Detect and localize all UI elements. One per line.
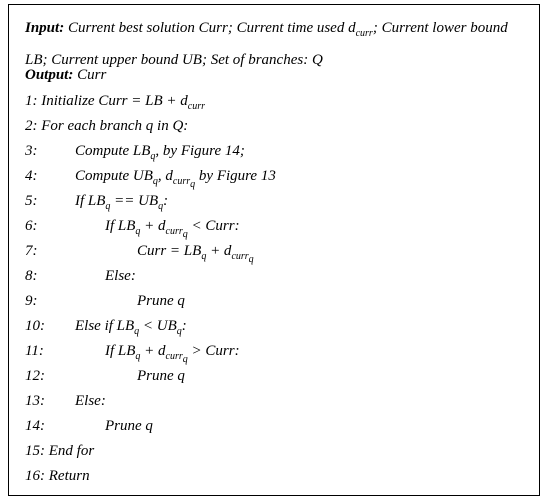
algorithm-line: 5: [25,193,38,209]
algorithm-line: 6: [25,218,38,234]
algorithm-line: 15: End for [25,443,95,459]
algorithm-line-body: Prune q [105,418,153,434]
algorithm-line: 10: [25,318,45,334]
algorithm-line: 7: [25,243,38,259]
algorithm-line: 16: Return [25,468,90,484]
algorithm-line-body: Prune q [137,293,185,309]
algorithm-line: 11: [25,343,44,359]
output-value: Curr [77,67,107,83]
algorithm-line-body: Prune q [137,368,185,384]
algorithm-line: 9: [25,293,38,309]
algorithm-line-body: Curr = $LB_q + d_{curr_q}$ [137,243,254,265]
algorithm-line: 1: Initialize Curr = LB + $d_{curr}$ [25,93,205,112]
algorithm-line: 14: [25,418,45,434]
algorithm-line: 2: For each branch q in Q: [25,118,189,134]
algorithm-line-body: If $LB_q + d_{curr_q}$ < Curr: [105,218,240,240]
algorithm-line-body: Else if $LB_q < UB_q$: [75,318,187,337]
algorithm-line-body: Else: [75,393,106,409]
input-description: Input: Current best solution Curr; Current time used $d_{curr}$; Current lower bound LB; Current upper bound UB; Set of branches: Q [25,20,508,68]
algorithm-line: 13: [25,393,45,409]
algorithm-line-body: If $LB_q + d_{curr_q}$ > Curr: [105,343,240,365]
algorithm-line: 4: [25,168,38,184]
algorithm-line-body: If $LB_q == UB_q$: [75,193,169,212]
algorithm-line-body: Else: [105,268,136,284]
algorithm-line: 3: [25,143,38,159]
output-line [25,67,106,84]
algorithm-line-body: Compute $LB_q$, by Figure 14; [75,143,245,162]
algorithm-line: 8: [25,268,38,284]
algorithm-box [8,4,540,496]
algorithm-line: 12: [25,368,45,384]
input-label: Input: [25,20,65,36]
output-label: Output: [25,67,74,83]
algorithm-line-body: Compute $UB_q$, $d_{curr_q}$ by Figure 13 [75,168,276,190]
